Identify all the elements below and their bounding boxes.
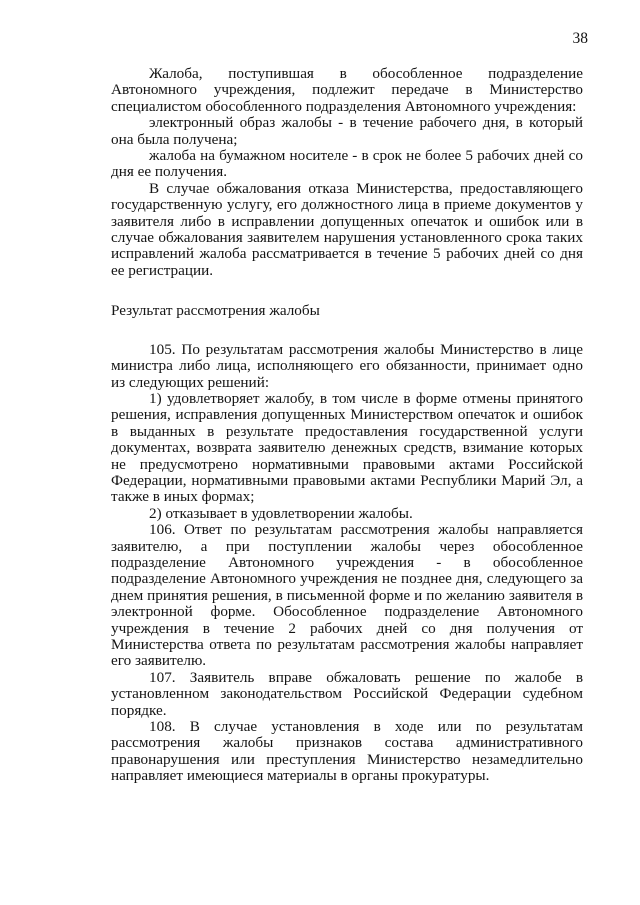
paragraph-paper-complaint: жалоба на бумажном носителе - в срок не более 5 рабочих дней со дня ее получения.: [111, 147, 583, 181]
paragraph-complaint-transfer: Жалоба, поступившая в обособленное подразделение Автономного учреждения, подлежит передаче в Министерство специалистом обособленного подразделения Автономного учреждения:: [111, 65, 583, 115]
paragraph-refusal-appeal: В случае обжалования отказа Министерства, предоставляющего государственную услугу, его должностного лица в приеме документов у заявителя либо в исправлении допущенных опечаток и ошибок или в случае обжалования заявителем нарушения установленного срока таких исправлений жалоба рассматривается в течение 5 рабочих дней со дня ее регистрации.: [111, 179, 583, 279]
paragraph-electronic-image: электронный образ жалобы - в течение рабочего дня, в который она была получена;: [111, 114, 583, 148]
page-number: 38: [572, 30, 588, 47]
item-105-decision-2: 2) отказывает в удовлетворении жалобы.: [149, 504, 413, 522]
item-108: 108. В случае установления в ходе или по результатам рассмотрения жалобы признаков состава административного правонарушения или преступления Министерство незамедлительно направляет имеющиеся материалы в органы прокуратуры.: [111, 718, 583, 785]
section-heading: Результат рассмотрения жалобы: [111, 302, 320, 320]
item-107: 107. Заявитель вправе обжаловать решение по жалобе в установленном законодательством Российской Федерации судебном порядке.: [111, 668, 583, 719]
document-body: [111, 66, 583, 785]
item-105: 105. По результатам рассмотрения жалобы Министерство в лице министра либо лица, исполняющего его обязанности, принимает одно из следующих решений:: [111, 340, 583, 391]
item-105-decision-1: 1) удовлетворяет жалобу, в том числе в форме отмены принятого решения, исправления допущенных Министерством опечаток и ошибок в выданных в результате предоставления государственной услуги документах, возврата заявителю денежных средств, взимание которых не предусмотрено нормативными правовыми актами Российской Федерации, нормативными правовыми актами Республики Марий Эл, а также в иных формах;: [111, 389, 583, 506]
item-106: 106. Ответ по результатам рассмотрения жалобы направляется заявителю, а при поступлении жалобы через обособленное подразделение Автономного учреждения - в обособленное подразделение Автономного учреждения не позднее дня, следующего за днем принятия решения, в письменной форме и по желанию заявителя в электронной форме. Обособленное подразделение Автономного учреждения в течение 2 рабочих дней со дня получения от Министерства ответа по результатам рассмотрения жалобы направляет его заявителю.: [111, 521, 583, 670]
